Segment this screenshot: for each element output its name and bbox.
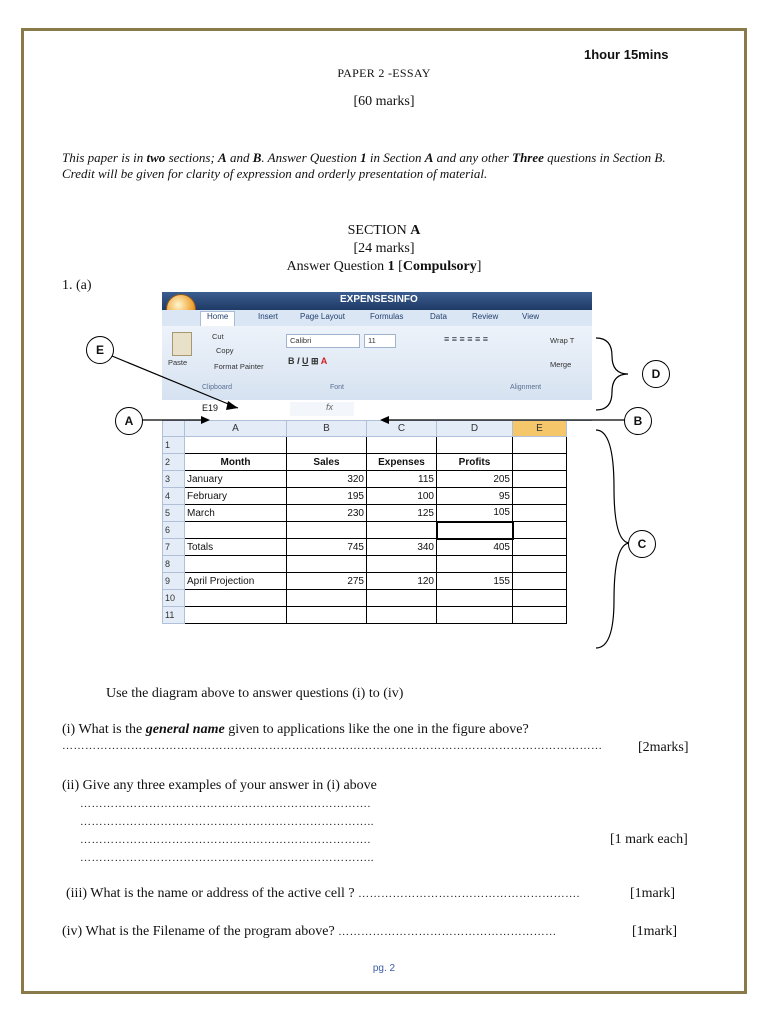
section-marks: [24 marks] (353, 241, 415, 256)
section-heading: SECTION A [24 marks] Answer Question 1 [Compulsory] (0, 222, 768, 276)
answer-line[interactable]: ………………………………………………………………….. (80, 816, 374, 828)
bold-italic-underline-icons: B I U ⊞ A (288, 356, 328, 366)
question-i: (i) What is the general name given to applications like the one in the figure above? (62, 722, 529, 737)
column-header: C (367, 421, 437, 437)
tab-insert: Insert (258, 312, 279, 321)
cut-label: Cut (212, 332, 224, 341)
row-header[interactable]: 2 (163, 454, 185, 471)
tab-formulas: Formulas (370, 312, 404, 321)
row-header[interactable]: 6 (163, 522, 185, 539)
callout-d: D (642, 360, 670, 388)
row-header[interactable]: 8 (163, 556, 185, 573)
font-group-label: Font (330, 384, 345, 391)
cell[interactable]: 195 (287, 488, 367, 505)
callout-e: E (86, 336, 114, 364)
tab-view: View (522, 312, 540, 321)
cell[interactable]: 155 (437, 573, 513, 590)
question-iii: (iii) What is the name or address of the active cell ? …………………………………………………. (66, 886, 580, 901)
cell[interactable]: 745 (287, 539, 367, 556)
row-header[interactable]: 9 (163, 573, 185, 590)
paste-label: Paste (168, 358, 188, 367)
cell[interactable]: 230 (287, 505, 367, 522)
copy-label: Copy (216, 346, 234, 355)
name-box: E19 (202, 403, 219, 413)
alignment-icons: ≡ ≡ ≡ ≡ ≡ ≡ (444, 334, 489, 344)
cell[interactable]: Month (185, 454, 287, 471)
question-iii-marks: [1mark] (630, 886, 676, 901)
question-iv-marks: [1mark] (632, 924, 678, 939)
cell[interactable]: 105 (437, 505, 513, 522)
answer-line[interactable]: ………………………………………………………………….. (80, 852, 374, 864)
merge-label: Merge (550, 360, 572, 369)
row-header[interactable]: 10 (163, 590, 185, 607)
cell[interactable]: 205 (437, 471, 513, 488)
cell[interactable]: February (185, 488, 287, 505)
cell[interactable]: Sales (287, 454, 367, 471)
cell[interactable]: Totals (185, 539, 287, 556)
callout-a: A (115, 407, 143, 435)
row-header[interactable]: 11 (163, 607, 185, 624)
credit-note: Credit will be given for clarity of expression and orderly presentation of material. (62, 166, 488, 181)
fx-button: fx (290, 402, 354, 416)
paper-title: PAPER 2 -ESSAY (337, 66, 431, 80)
alignment-group-label: Alignment (510, 384, 542, 391)
column-header: A (185, 421, 287, 437)
window-title: EXPENSESINFO (340, 294, 418, 305)
clipboard-group-label: Clipboard (202, 384, 232, 391)
tab-home: Home (200, 311, 235, 326)
column-header: B (287, 421, 367, 437)
cell[interactable]: 320 (287, 471, 367, 488)
question-label: 1. (a) (62, 278, 92, 293)
cell[interactable]: January (185, 471, 287, 488)
tab-page-layout: Page Layout (300, 312, 345, 321)
font-size-box: 11 (364, 334, 396, 348)
cell[interactable]: Expenses (367, 454, 437, 471)
question-ii-marks: [1 mark each] (610, 832, 688, 847)
question-iv: (iv) What is the Filename of the program above? ………………………………………………… (62, 924, 557, 939)
instructions: This paper is in two sections; A and B. Answer Question 1 in Section A and any other Three questions in Section B. Credit will be given for clarity of expression and orderly presentation of material. (62, 150, 666, 181)
tab-data: Data (430, 312, 447, 321)
cell[interactable]: 125 (367, 505, 437, 522)
column-header-selected: E (513, 421, 567, 437)
answer-line[interactable]: …………………………………………………………………. (80, 798, 371, 810)
font-name-box: Calibri (286, 334, 360, 348)
row-header[interactable]: 7 (163, 539, 185, 556)
callout-c: C (628, 530, 656, 558)
cell[interactable]: 120 (367, 573, 437, 590)
cell[interactable]: March (185, 505, 287, 522)
wrap-text-label: Wrap T (550, 336, 575, 345)
question-ii: (ii) Give any three examples of your answer in (i) above (62, 778, 377, 793)
cell[interactable]: 340 (367, 539, 437, 556)
questions-intro: Use the diagram above to answer questions (i) to (iv) (106, 686, 404, 701)
cell[interactable]: 405 (437, 539, 513, 556)
row-header[interactable]: 4 (163, 488, 185, 505)
row-header[interactable]: 3 (163, 471, 185, 488)
cell[interactable]: 95 (437, 488, 513, 505)
question-i-marks: [2marks] (638, 740, 689, 755)
page-number: pg. 2 (372, 963, 396, 974)
callout-b: B (624, 407, 652, 435)
answer-line[interactable]: …………………………………………………………………………………………………………………………… (62, 740, 603, 752)
row-header[interactable]: 5 (163, 505, 185, 522)
exam-duration: 1hour 15mins (584, 47, 669, 62)
cell[interactable]: April Projection (185, 573, 287, 590)
row-header[interactable]: 1 (163, 437, 185, 454)
answer-line[interactable]: …………………………………………………………………. (80, 834, 371, 846)
cell[interactable]: Profits (437, 454, 513, 471)
tab-review: Review (472, 312, 499, 321)
column-header: D (437, 421, 513, 437)
total-marks: [60 marks] (353, 94, 415, 109)
cell[interactable]: 115 (367, 471, 437, 488)
format-painter-label: Format Painter (214, 362, 264, 371)
cell[interactable]: 100 (367, 488, 437, 505)
cell[interactable]: 275 (287, 573, 367, 590)
